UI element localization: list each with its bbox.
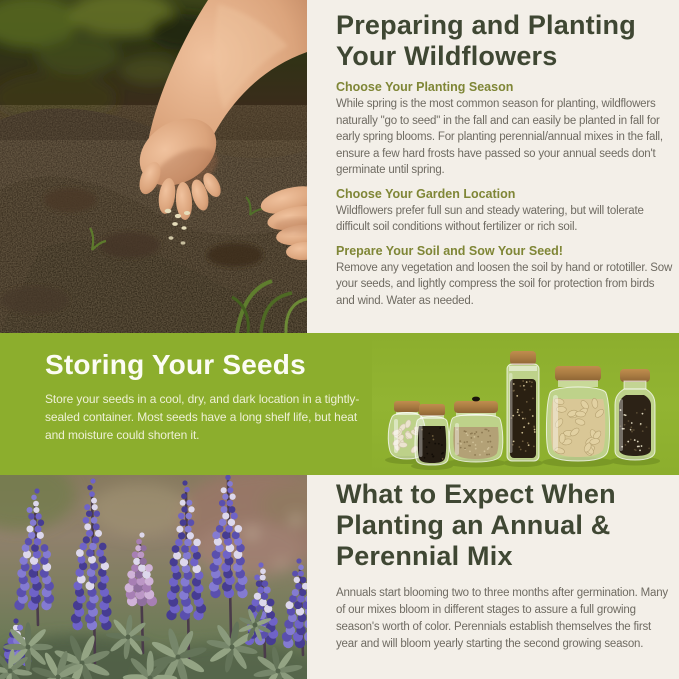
lupine-flowers-photo <box>0 475 307 679</box>
bottom-section-title: What to Expect When Planting an Annual & Perennial Mix <box>336 479 616 571</box>
hand-sowing-seeds-photo <box>0 0 307 333</box>
seed-jars-photo <box>372 333 679 475</box>
jars-photo-illustration <box>372 333 679 475</box>
subsection-body: While spring is the most common season for planting, wildflowers naturally "go to seed" in the fall and can easily be planted in fall for early spring blooms. For planting perennial/annual mixes in the fall, ensure a few hard frosts have passed so your annual seeds don't germinate until spring. <box>336 98 663 176</box>
jar-dark-seeds <box>415 404 449 465</box>
banner-body: Store your seeds in a cool, dry, and dark location in a tightly-sealed container. Most seeds have a long shelf life, but heat and moisture could shorten it. <box>45 392 360 442</box>
subsection-heading: Choose Your Planting Season <box>336 80 514 94</box>
banner-title: Storing Your Seeds <box>45 349 306 380</box>
subsection-heading: Prepare Your Soil and Sow Your Seed! <box>336 243 563 258</box>
top-text-column <box>336 10 674 309</box>
top-section-title: Preparing and Planting Your Wildflowers <box>336 10 636 71</box>
jar-tan-seeds <box>449 397 503 462</box>
lupine-photo-illustration <box>0 475 307 679</box>
subsection-prepare-soil <box>336 244 674 310</box>
subsection-body: Remove any vegetation and loosen the soil by hand or rototiller. Sow your seeds, and lightly compress the soil for protection from birds and wind. Water as needed. <box>336 261 673 307</box>
subsection-body: Wildflowers prefer full sun and steady watering, but will tolerate difficult soil conditions without fertilizer or rich soil. <box>336 204 644 233</box>
bottom-text-column <box>336 479 674 653</box>
banner-text-block <box>45 349 377 444</box>
subsection-planting-season <box>336 80 674 179</box>
soil-photo-illustration <box>0 0 307 333</box>
subsection-heading: Choose Your Garden Location <box>336 186 516 201</box>
jar-tall-cylinder <box>507 351 539 461</box>
storing-seeds-banner <box>0 333 679 475</box>
bottom-section-body: Annuals start blooming two to three months after germination. Many of our mixes bloom in different stages to assure a full growing season's worth of color. Perennials establish themselves the first year and will bloom yearly starting the second growing season. <box>336 587 668 650</box>
subsection-garden-location <box>336 187 674 236</box>
